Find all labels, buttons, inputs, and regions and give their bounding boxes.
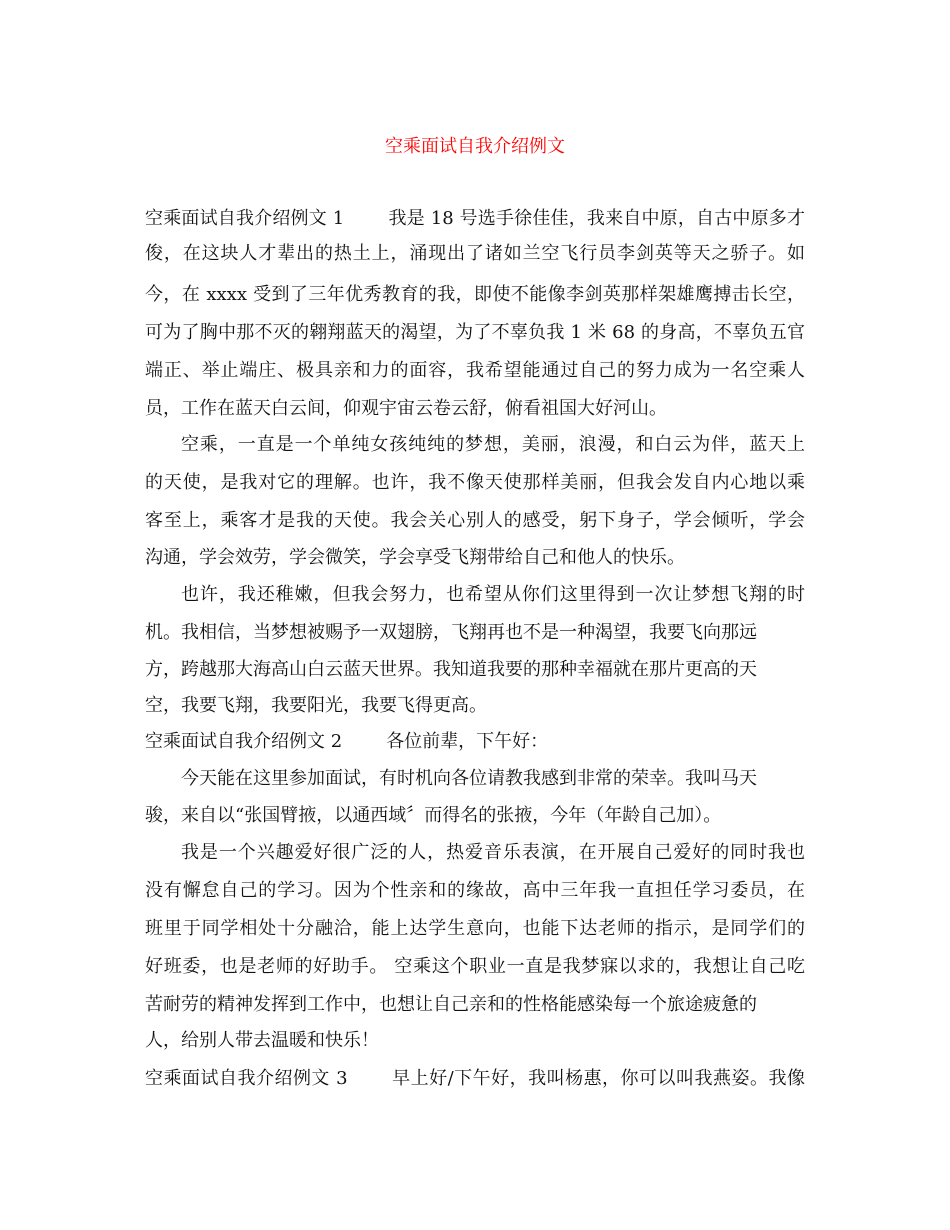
text-line: 客至上，乘客才是我的天使。我会关心别人的感受，躬下身子，学会倾听，学会 bbox=[145, 510, 805, 531]
text-line: 端正、举止端庄、极具亲和力的面容，我希望能通过自己的努力成为一名空乘人 bbox=[145, 360, 805, 381]
text-segment: 我是 18 号选手徐佳佳，我来自中原，自古中原多才 bbox=[388, 208, 805, 229]
text-line: 好班委，也是老师的好助手。 空乘这个职业一直是我梦寐以求的，我想让自己吃 bbox=[145, 956, 805, 977]
text-line: 苦耐劳的精神发挥到工作中，也想让自己亲和的性格能感染每一个旅途疲惫的 bbox=[145, 994, 757, 1015]
text-line: 的天使，是我对它的理解。也许，我不像天使那样美丽，但我会发自内心地以乘 bbox=[145, 472, 805, 493]
text-segment: 早上好/下午好，我叫杨惠，你可以叫我燕姿。我像 bbox=[391, 1068, 805, 1089]
text-line: 可为了胸中那不灭的翱翔蓝天的渴望，为了不辜负我 1 米 68 的身高，不辜负五官 bbox=[145, 322, 805, 343]
text-line: 也许，我还稚嫩，但我会努力，也希望从你们这里得到一次让梦想飞翔的时 bbox=[181, 584, 805, 605]
text-line: 今，在 xxxx 受到了三年优秀教育的我，即使不能像李剑英那样架雄鹰搏击长空， bbox=[145, 284, 805, 305]
text-line: 没有懈怠自己的学习。因为个性亲和的缘故，高中三年我一直担任学习委员，在 bbox=[145, 880, 805, 901]
section-heading: 空乘面试自我介绍例文 3 bbox=[145, 1068, 348, 1089]
text-line bbox=[145, 728, 805, 756]
text-line: 人，给别人带去温暖和快乐！ bbox=[145, 1030, 379, 1051]
text-line bbox=[145, 1065, 805, 1093]
document-title: 空乘面试自我介绍例文 bbox=[385, 136, 565, 157]
text-line: 沟通，学会效劳，学会微笑，学会享受飞翔带给自己和他人的快乐。 bbox=[145, 547, 685, 568]
text-line: 空乘，一直是一个单纯女孩纯纯的梦想，美丽，浪漫，和白云为伴，蓝天上 bbox=[181, 434, 805, 455]
section-heading: 空乘面试自我介绍例文 2 bbox=[145, 731, 343, 752]
text-line: 我是一个兴趣爱好很广泛的人，热爱音乐表演，在开展自己爱好的同时我也 bbox=[181, 842, 805, 863]
text-line: 今天能在这里参加面试，有时机向各位请教我感到非常的荣幸。我叫马天 bbox=[181, 768, 757, 789]
text-line: 方，跨越那大海高山白云蓝天世界。我知道我要的那种幸福就在那片更高的天 bbox=[145, 659, 757, 680]
text-line: 员，工作在蓝天白云间，仰观宇宙云卷云舒，俯看祖国大好河山。 bbox=[145, 398, 667, 419]
text-line: 空，我要飞翔，我要阳光，我要飞得更高。 bbox=[145, 695, 487, 716]
text-line: 机。我相信，当梦想被赐予一双翅膀，飞翔再也不是一种渴望，我要飞向那远 bbox=[145, 622, 757, 643]
text-line: 班里于同学相处十分融洽，能上达学生意向，也能下达老师的指示，是同学们的 bbox=[145, 918, 805, 939]
text-segment: 各位前辈，下午好： bbox=[386, 731, 549, 752]
text-line bbox=[145, 205, 805, 233]
section-heading: 空乘面试自我介绍例文 1 bbox=[145, 208, 345, 229]
text-line: 骏，来自以“张国臂掖，以通西域〞而得名的张掖，今年（年龄自己加）。 bbox=[145, 805, 722, 826]
text-line: 俊，在这块人才辈出的热土上，涌现出了诸如兰空飞行员李剑英等天之骄子。如 bbox=[145, 243, 805, 264]
